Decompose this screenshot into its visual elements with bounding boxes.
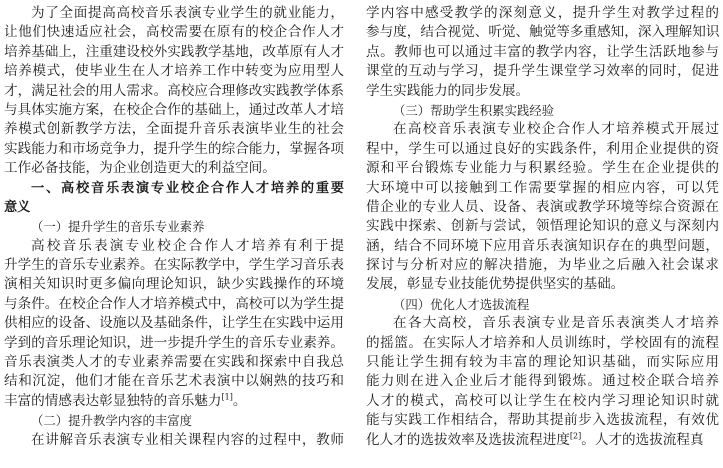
text-line: 人才的模式，高校可以让学生在校内学习理论知识时就 <box>366 392 719 409</box>
text-line: 大环境中可以接触到工作需要掌握的相应内容，可以凭 <box>366 179 719 196</box>
subsection-title-1: （一）提升学生的音乐专业素养 <box>31 219 205 235</box>
text-line: 参与度，结合视觉、听觉、触觉等多重感知，深入理解知识 <box>366 24 719 41</box>
text-line: 才，满足社会的用人需求。高校应合理修改实践教学体系 <box>4 82 344 99</box>
text-line: 培养模式，使毕业生在人才培养工作中转变为应用型人 <box>4 63 344 80</box>
text-line: 音乐表演类人才的专业素养需要在实践和探索中自我总 <box>4 354 344 371</box>
text-line: 与具体实施方案，在校企合作的基础上，通过改革人才培 <box>4 101 344 118</box>
text-line: 能力则在进入企业后才能得到锻炼。通过校企联合培养 <box>366 373 719 390</box>
text-line: 工作必备技能，为企业创造更大的利益空间。 <box>4 160 276 177</box>
text-line: 实践能力和市场竞争力，提升学生的综合能力，掌握各项 <box>4 140 344 157</box>
text-line: 在各大高校，音乐表演专业是音乐表演类人才培养 <box>393 315 719 332</box>
subsection-title-4: （四）优化人才选拔流程 <box>393 296 530 312</box>
text-line: 让他们快速适应社会，高校需要在原有的校企合作人才 <box>4 24 344 41</box>
section-heading-line: 意义 <box>4 199 31 215</box>
text-line: 只能让学生拥有较为丰富的理论知识基础，而实际应用 <box>366 354 719 371</box>
text-line: 养模式创新教学方法，全面提升音乐表演毕业生的社会 <box>4 121 344 138</box>
text-segment: 。人才的选拔流程真 <box>581 431 704 448</box>
section-heading <box>4 179 344 218</box>
text-line: 与条件。在校企合作人才培养模式中，高校可以为学生提 <box>4 295 344 312</box>
text-line: 的摇篮。在实际人才培养和人员训练时，学校固有的流程 <box>366 334 719 351</box>
text-line: 为了全面提高高校音乐表演专业学生的就业能力， <box>31 5 344 21</box>
text-line: 源和平台锻炼专业能力与积累经验。学生在企业提供的 <box>366 160 719 177</box>
intro-paragraph <box>4 4 344 179</box>
text-line: 学生实践能力的同步发展。 <box>366 82 530 99</box>
text-line: 课堂的互动与学习，提升学生课堂学习效率的同时，促进 <box>366 63 719 80</box>
text-line: 涵，结合不同环境下应用音乐表演知识存在的典型问题， <box>366 237 719 254</box>
text-line <box>366 431 719 450</box>
reference-marker: [1] <box>221 392 233 402</box>
text-line: 程中，学生可以通过良好的实践条件，利用企业提供的资 <box>366 140 719 157</box>
text-line: 点。教师也可以通过丰富的教学内容，让学生活跃地参与 <box>366 43 719 60</box>
paragraph-music-literacy <box>4 237 344 412</box>
subsection-title-2: （二）提升教学内容的丰富度 <box>31 413 193 429</box>
text-segment: 丰富的情感表达彰显独特的音乐魅力 <box>4 392 222 409</box>
text-line: 供相应的设备、设施以及基础条件，让学生在实践中运用 <box>4 315 344 332</box>
section-heading-line: 一、高校音乐表演专业校企合作人才培养的重要 <box>31 180 344 196</box>
paragraph-teaching-content <box>366 4 719 101</box>
text-line: 在高校音乐表演专业校企合作人才培养模式开展过 <box>393 121 719 138</box>
text-line: 演相关知识时更多偏向理论知识，缺少实践操作的环境 <box>4 276 344 293</box>
text-segment: 。 <box>232 392 247 409</box>
text-line: 升学生的音乐专业素养。在实际教学中，学生学习音乐表 <box>4 257 344 274</box>
text-line: 能与实践工作相结合，帮助其提前步入选拔流程，有效优 <box>366 412 719 429</box>
reference-marker: [2] <box>569 431 582 441</box>
text-line: 发展，彰显专业技能优势提供坚实的基础。 <box>366 276 625 293</box>
paragraph-talent-selection <box>366 314 719 450</box>
text-line: 结和沉淀，他们才能在音乐艺术表演中以娴熟的技巧和 <box>4 373 344 390</box>
right-column <box>366 4 719 450</box>
text-line: 借企业的专业人员、设备、表演或教学环境等综合资源在 <box>366 198 719 215</box>
text-line: 探讨与分析对应的解决措施，为毕业之后融入社会谋求 <box>366 257 719 274</box>
text-segment: 化人才的选拔效率及选拔流程进度 <box>366 431 570 448</box>
text-line: 培养基础上，注重建设校外实践教学基地，改革原有人才 <box>4 43 344 60</box>
text-line: 实践中探索、创新与尝试，领悟理论知识的意义与深刻内 <box>366 218 719 235</box>
paragraph-practical-experience <box>366 120 719 295</box>
text-line: 学到的音乐理论知识，进一步提升学生的音乐专业素养。 <box>4 334 344 351</box>
text-line <box>4 392 344 411</box>
text-line: 高校音乐表演专业校企合作人才培养有利于提 <box>31 237 344 254</box>
subsection-title-3: （三）帮助学生积累实践经验 <box>393 102 555 118</box>
left-column <box>4 4 344 450</box>
text-line: 学内容中感受教学的深刻意义，提升学生对教学过程的 <box>366 5 719 21</box>
text-line: 在讲解音乐表演专业相关课程内容的过程中，教师 <box>31 431 344 448</box>
